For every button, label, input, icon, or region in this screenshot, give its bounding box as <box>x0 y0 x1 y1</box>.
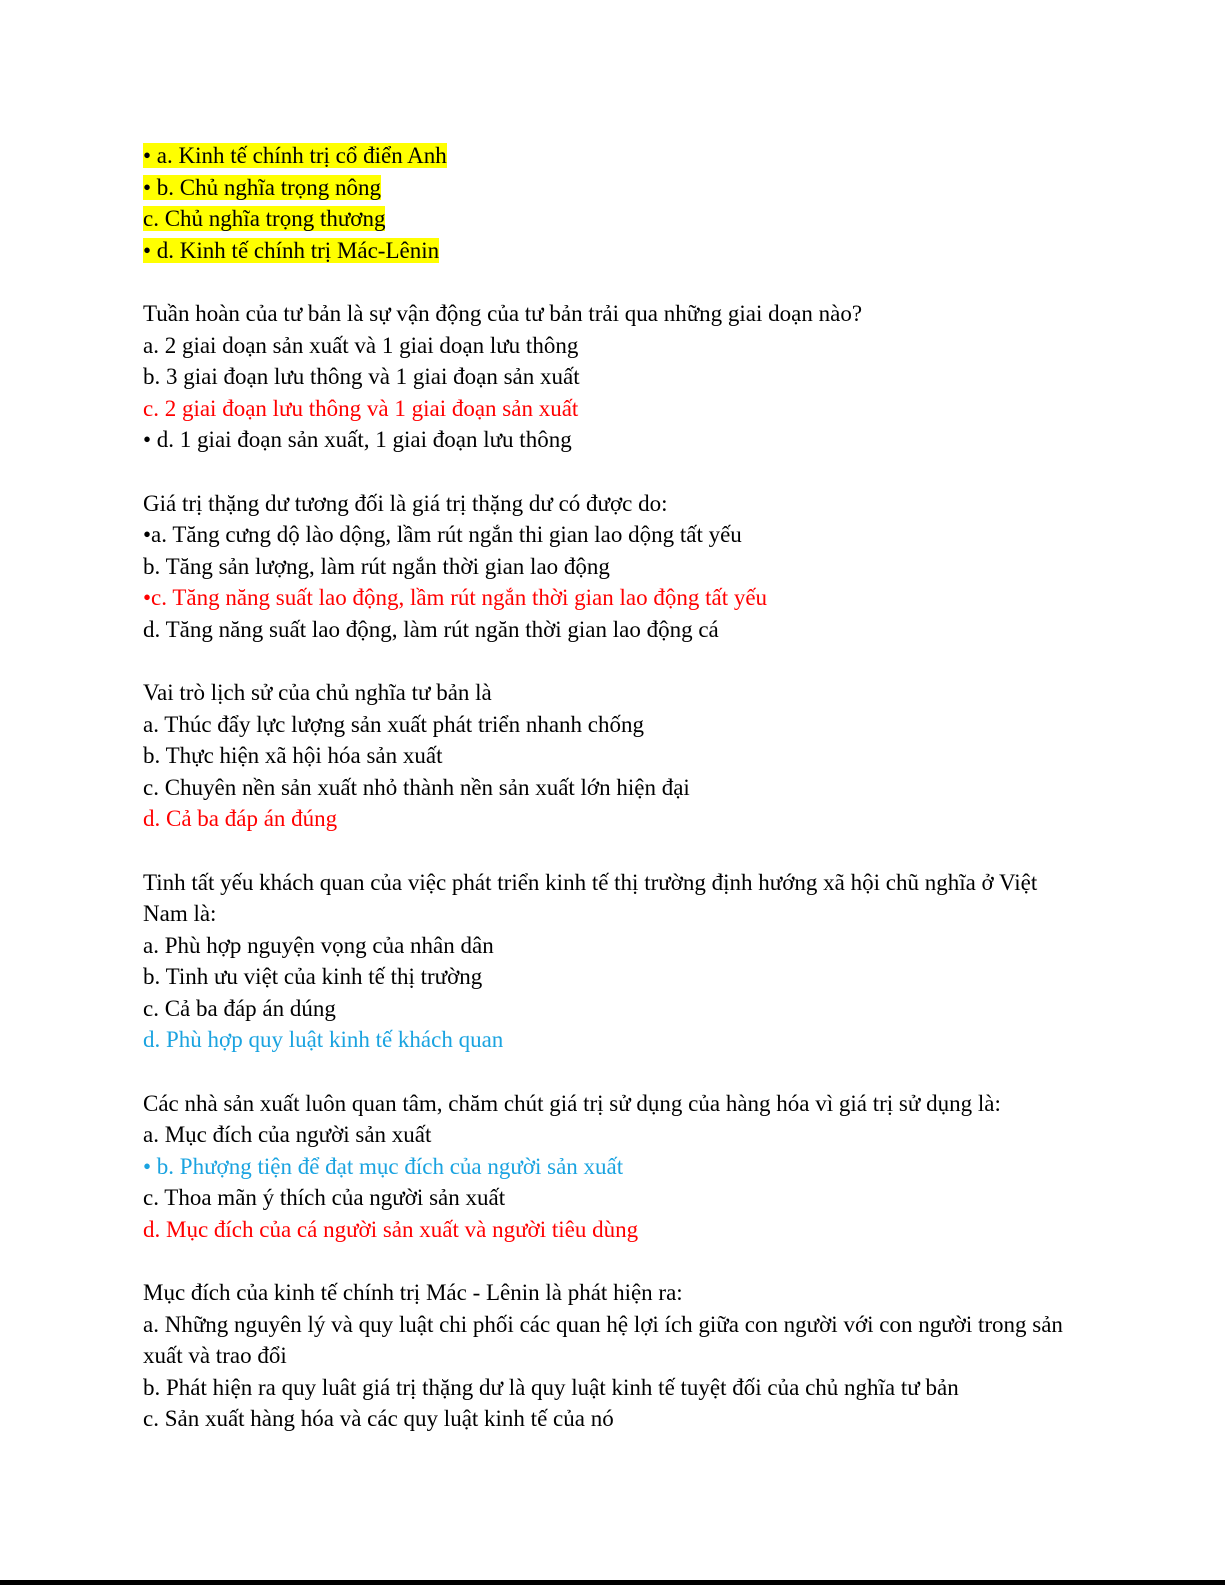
option-d-answer: d. Cả ba đáp án đúng <box>143 806 338 831</box>
highlighted-text: • b. Chủ nghĩa trọng nông <box>143 174 382 200</box>
question-block-4 <box>143 867 1083 1056</box>
question-block-6 <box>143 1277 1083 1435</box>
option-d: • d. 1 giai đoạn sản xuất, 1 giai đoạn lưu thông <box>143 427 572 452</box>
option-c <box>143 203 1083 235</box>
highlighted-text: c. Chủ nghĩa trọng thương <box>143 206 386 231</box>
option-d-answer: d. Mục đích của cá người sản xuất và người tiêu dùng <box>143 1216 639 1242</box>
option-d-answer: d. Phù hợp quy luật kinh tế khách quan <box>143 1027 504 1052</box>
option-b: b. Tăng sản lượng, làm rút ngắn thời gian lao động <box>143 553 610 579</box>
option-b: b. Phát hiện ra quy luât giá trị thặng dư là quy luật kinh tế tuyệt đối của chủ nghĩa tư bản <box>143 1374 959 1400</box>
option-a: a. Mục đích của người sản xuất <box>143 1122 432 1147</box>
question-block-2 <box>143 488 1083 646</box>
option-a: a. Phù hợp nguyện vọng của nhân dân <box>143 932 494 958</box>
option-b: b. 3 giai đoạn lưu thông và 1 giai đoạn sản xuất <box>143 364 580 389</box>
option-b: b. Thực hiện xã hội hóa sản xuất <box>143 743 443 768</box>
option-c-answer: •c. Tăng năng suất lao động, lầm rút ngắn thời gian lao động tất yếu <box>143 585 768 610</box>
document-page <box>143 140 1083 1435</box>
option-c: c. Thoa mãn ý thích của người sản xuất <box>143 1185 506 1210</box>
question-text: Các nhà sản xuất luôn quan tâm, chăm chút giá trị sử dụng của hàng hóa vì giá trị sử dụng là: <box>143 1090 1001 1116</box>
option-b-answer: • b. Phượng tiện để đạt mục đích của người sản xuất <box>143 1153 624 1179</box>
option-c: c. Chuyên nền sản xuất nhỏ thành nền sản xuất lớn hiện đại <box>143 774 690 800</box>
option-a: a. Những nguyên lý và quy luật chi phối các quan hệ lợi ích giữa con người với con người trong sản xuất và trao đổi <box>143 1311 1063 1368</box>
question-text: Tinh tất yếu khách quan của việc phát triển kinh tế thị trường định hướng xã hội chũ nghĩa ở Việt Nam là: <box>143 869 1038 926</box>
options-block-1 <box>143 140 1083 266</box>
highlighted-text: • d. Kinh tế chính trị Mác-Lênin <box>143 237 440 263</box>
option-b <box>143 172 1083 204</box>
question-block-1 <box>143 298 1083 456</box>
option-c: c. Cả ba đáp án dúng <box>143 995 336 1021</box>
option-a: a. Thúc đẩy lực lượng sản xuất phát triển nhanh chống <box>143 711 645 737</box>
question-text: Giá trị thặng dư tương đối là giá trị thặng dư có được do: <box>143 490 668 516</box>
option-b: b. Tinh ưu việt của kinh tế thị trường <box>143 964 483 989</box>
option-d: d. Tăng năng suất lao động, làm rút ngăn thời gian lao động cá <box>143 616 719 642</box>
question-text: Tuần hoàn của tư bản là sự vận động của tư bản trải qua những giai doạn nào? <box>143 301 863 326</box>
page-bottom-border <box>0 1580 1225 1585</box>
option-c: c. Sản xuất hàng hóa và các quy luật kinh tế của nó <box>143 1406 614 1431</box>
question-block-5 <box>143 1088 1083 1246</box>
highlighted-text: • a. Kinh tế chính trị cổ điển Anh <box>143 143 447 168</box>
option-a: •a. Tăng cưng dộ lào dộng, lầm rút ngắn thi gian lao dộng tất yếu <box>143 522 742 547</box>
option-a: a. 2 giai doạn sản xuất và 1 giai doạn lưu thông <box>143 332 579 358</box>
question-text: Mục đích của kinh tế chính trị Mác - Lênin là phát hiện ra: <box>143 1280 683 1305</box>
question-text: Vai trò lịch sử của chủ nghĩa tư bản là <box>143 680 492 705</box>
option-a <box>143 140 1083 172</box>
question-block-3 <box>143 677 1083 835</box>
option-c-answer: c. 2 giai đoạn lưu thông và 1 giai đoạn sản xuất <box>143 395 579 421</box>
option-d <box>143 235 1083 267</box>
